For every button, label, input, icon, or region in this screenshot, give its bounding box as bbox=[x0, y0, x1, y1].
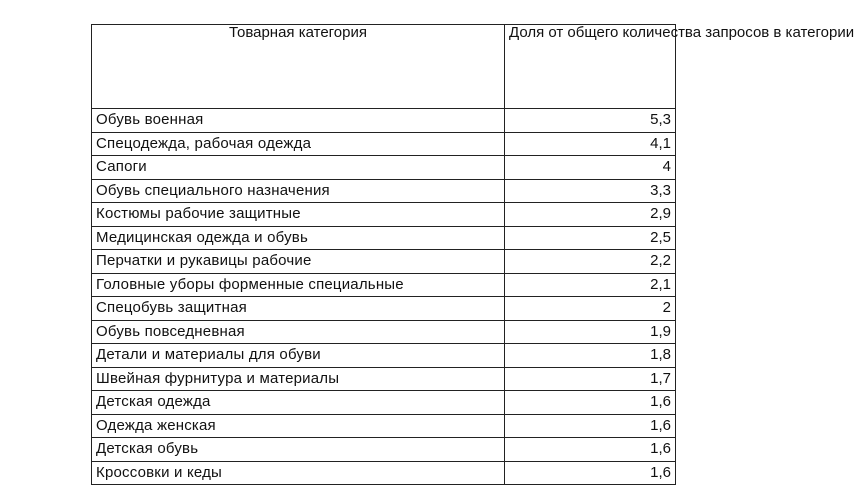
table-row bbox=[92, 179, 676, 203]
share-cell: 1,9 bbox=[505, 320, 676, 344]
category-cell: Одежда женская bbox=[92, 414, 505, 438]
category-cell: Швейная фурнитура и материалы bbox=[92, 367, 505, 391]
category-cell: Детская одежда bbox=[92, 391, 505, 415]
share-cell: 1,6 bbox=[505, 461, 676, 485]
category-cell: Головные уборы форменные специальные bbox=[92, 273, 505, 297]
category-cell: Детская обувь bbox=[92, 438, 505, 462]
table-row bbox=[92, 461, 676, 485]
column-header-share: Доля от общего количества запросов в категории bbox=[505, 25, 676, 109]
table-row bbox=[92, 297, 676, 321]
table-row bbox=[92, 132, 676, 156]
share-cell: 3,3 bbox=[505, 179, 676, 203]
table-row bbox=[92, 320, 676, 344]
table-row bbox=[92, 109, 676, 133]
share-cell: 4 bbox=[505, 156, 676, 180]
category-cell: Обувь специального назначения bbox=[92, 179, 505, 203]
share-cell: 5,3 bbox=[505, 109, 676, 133]
category-cell: Обувь повседневная bbox=[92, 320, 505, 344]
table-row bbox=[92, 391, 676, 415]
category-cell: Сапоги bbox=[92, 156, 505, 180]
table-row bbox=[92, 367, 676, 391]
share-cell: 2,5 bbox=[505, 226, 676, 250]
table-row bbox=[92, 156, 676, 180]
category-cell: Спецодежда, рабочая одежда bbox=[92, 132, 505, 156]
table-row bbox=[92, 273, 676, 297]
share-cell: 1,6 bbox=[505, 391, 676, 415]
category-share-table bbox=[91, 24, 854, 485]
table-row bbox=[92, 414, 676, 438]
table-header-row bbox=[92, 25, 676, 109]
share-cell: 2,2 bbox=[505, 250, 676, 274]
table-row bbox=[92, 438, 676, 462]
share-cell: 2,9 bbox=[505, 203, 676, 227]
category-cell: Обувь военная bbox=[92, 109, 505, 133]
category-cell: Кроссовки и кеды bbox=[92, 461, 505, 485]
category-cell: Костюмы рабочие защитные bbox=[92, 203, 505, 227]
share-cell: 1,6 bbox=[505, 438, 676, 462]
share-cell: 1,7 bbox=[505, 367, 676, 391]
column-header-category: Товарная категория bbox=[92, 25, 505, 109]
table-row bbox=[92, 344, 676, 368]
category-cell: Перчатки и рукавицы рабочие bbox=[92, 250, 505, 274]
share-cell: 1,8 bbox=[505, 344, 676, 368]
category-cell: Детали и материалы для обуви bbox=[92, 344, 505, 368]
share-cell: 1,6 bbox=[505, 414, 676, 438]
category-cell: Медицинская одежда и обувь bbox=[92, 226, 505, 250]
share-cell: 2,1 bbox=[505, 273, 676, 297]
table-row bbox=[92, 250, 676, 274]
share-cell: 2 bbox=[505, 297, 676, 321]
share-cell: 4,1 bbox=[505, 132, 676, 156]
category-cell: Спецобувь защитная bbox=[92, 297, 505, 321]
table-row bbox=[92, 226, 676, 250]
table-row bbox=[92, 203, 676, 227]
